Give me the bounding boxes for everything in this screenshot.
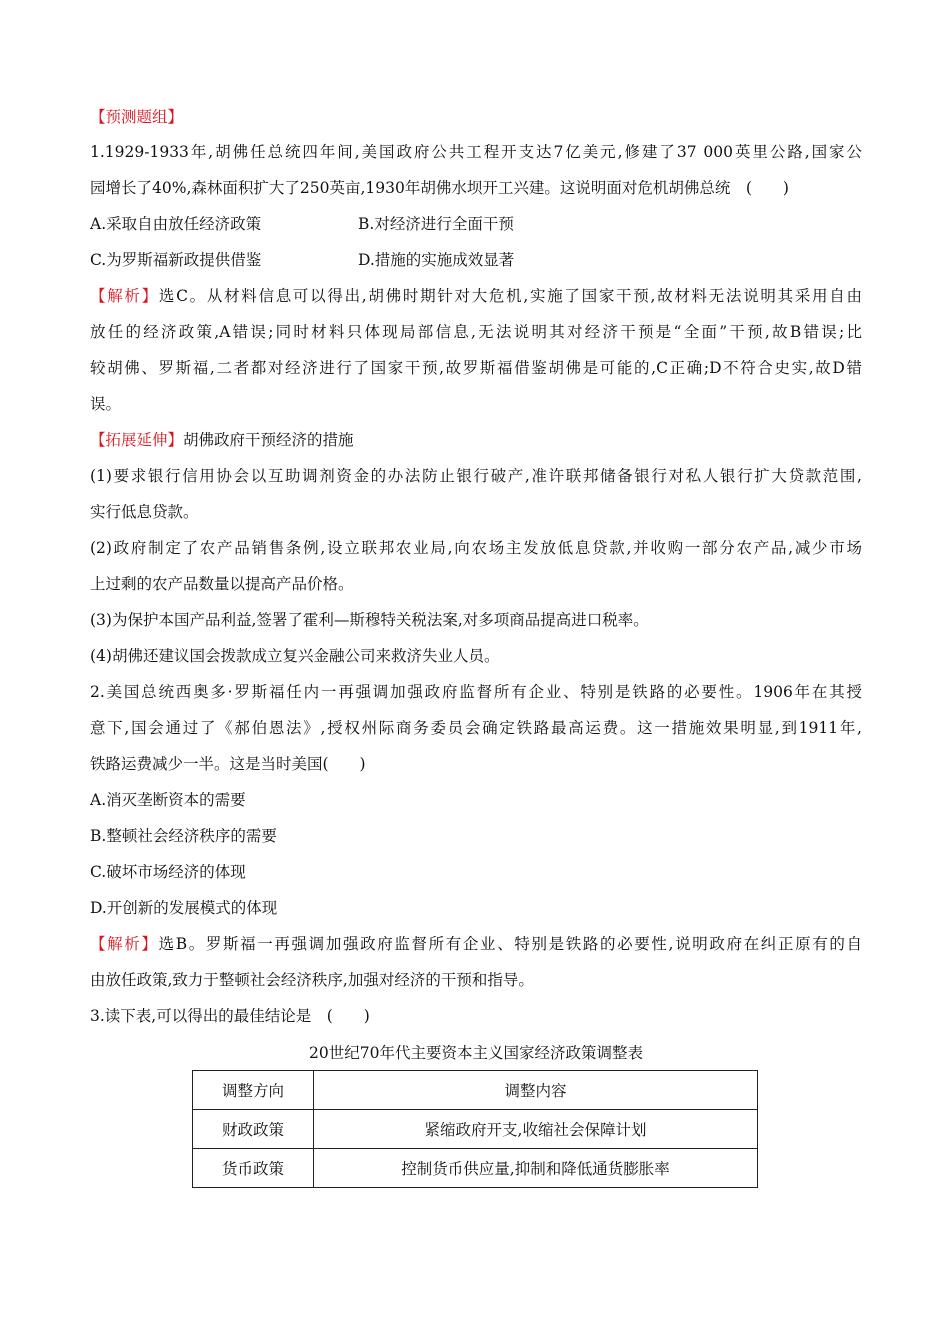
q1-option-c: C.为罗斯福新政提供借鉴 [90,251,262,269]
document-page [90,100,862,1188]
a1-text-line1: 选C。从材料信息可以得出,胡佛时期针对大危机,实施了国家干预,故材料无法说明其采用自由 [158,287,862,305]
extension-tag: 【拓展延伸】 [90,431,184,449]
q2-option-b: B.整顿社会经济秩序的需要 [90,827,277,845]
q2-option-d: D.开创新的发展模式的体现 [90,899,278,917]
table-cell: 控制货币供应量,抑制和降低通货膨胀率 [314,1149,758,1188]
q1-options-row1 [90,206,862,242]
q1-stem-line1: 1.1929-1933年,胡佛任总统四年间,美国政府公共工程开支达7亿美元,修建了37 000英里公路,国家公 [90,143,862,161]
table-header-row [193,1071,758,1110]
ext-p2-line2: 上过剩的农产品数量以提高产品价格。 [90,575,354,593]
table-header-cell: 调整内容 [314,1071,758,1110]
q2-stem-line3: 铁路运费减少一半。这是当时美国( ) [90,755,366,773]
table-row [193,1149,758,1188]
ext-p2-line1: (2)政府制定了农产品销售条例,设立联邦农业局,向农场主发放低息贷款,并收购一部分农产品,减少市场 [90,539,862,557]
a1-line4: 误。 [90,395,122,413]
analysis-tag: 【解析】 [90,935,159,953]
table-header-cell: 调整方向 [193,1071,314,1110]
table-cell: 财政政策 [193,1110,314,1149]
q3-stem: 3.读下表,可以得出的最佳结论是 ( ) [90,1007,370,1025]
q2-option-a: A.消灭垄断资本的需要 [90,791,246,809]
q2-stem-line1: 2.美国总统西奥多·罗斯福任内一再强调加强政府监督所有企业、特别是铁路的必要性。1906年在其授 [90,683,862,701]
policy-table [192,1070,758,1188]
table-caption: 20世纪70年代主要资本主义国家经济政策调整表 [309,1044,643,1062]
a1-line2: 放任的经济政策,A错误;同时材料只体现局部信息,无法说明其对经济干预是“全面”干预,故B错误;比 [90,323,862,341]
a2-line1 [90,926,862,962]
q1-stem-line2: 园增长了40%,森林面积扩大了250英亩,1930年胡佛水坝开工兴建。这说明面对危机胡佛总统 ( ) [90,179,789,197]
q1-option-d: D.措施的实施成效显著 [358,251,515,269]
ext-p3: (3)为保护本国产品利益,签署了霍利—斯穆特关税法案,对多项商品提高进口税率。 [90,611,649,629]
q1-options-row2 [90,242,862,278]
analysis-tag: 【解析】 [90,287,159,305]
table-row [193,1110,758,1149]
q2-stem-line2: 意下,国会通过了《郝伯恩法》,授权州际商务委员会确定铁路最高运费。这一措施效果明显,到1911年, [90,719,862,737]
ext-p1-line1: (1)要求银行信用协会以互助调剂资金的办法防止银行破产,准许联邦储备银行对私人银行扩大贷款范围, [90,467,862,485]
q1-option-a: A.采取自由放任经济政策 [90,215,262,233]
ext-p4: (4)胡佛还建议国会拨款成立复兴金融公司来救济失业人员。 [90,647,500,665]
q1-option-b: B.对经济进行全面干预 [358,215,514,233]
table-cell: 紧缩政府开支,收缩社会保障计划 [314,1110,758,1149]
extension-title: 胡佛政府干预经济的措施 [183,431,354,449]
a1-line3: 较胡佛、罗斯福,二者都对经济进行了国家干预,故罗斯福借鉴胡佛是可能的,C正确;D不符合史实,故D错 [90,359,862,377]
q2-option-c: C.破坏市场经济的体现 [90,863,246,881]
a2-text-line1: 选B。罗斯福一再强调加强政府监督所有企业、特别是铁路的必要性,说明政府在纠正原有的自 [158,935,862,953]
section-heading: 【预测题组】 [90,108,184,126]
ext-p1-line2: 实行低息贷款。 [90,503,199,521]
extension-heading [90,422,862,458]
a2-line2: 由放任政策,致力于整顿社会经济秩序,加强对经济的干预和指导。 [90,971,534,989]
table-cell: 货币政策 [193,1149,314,1188]
a1-line1 [90,278,862,314]
